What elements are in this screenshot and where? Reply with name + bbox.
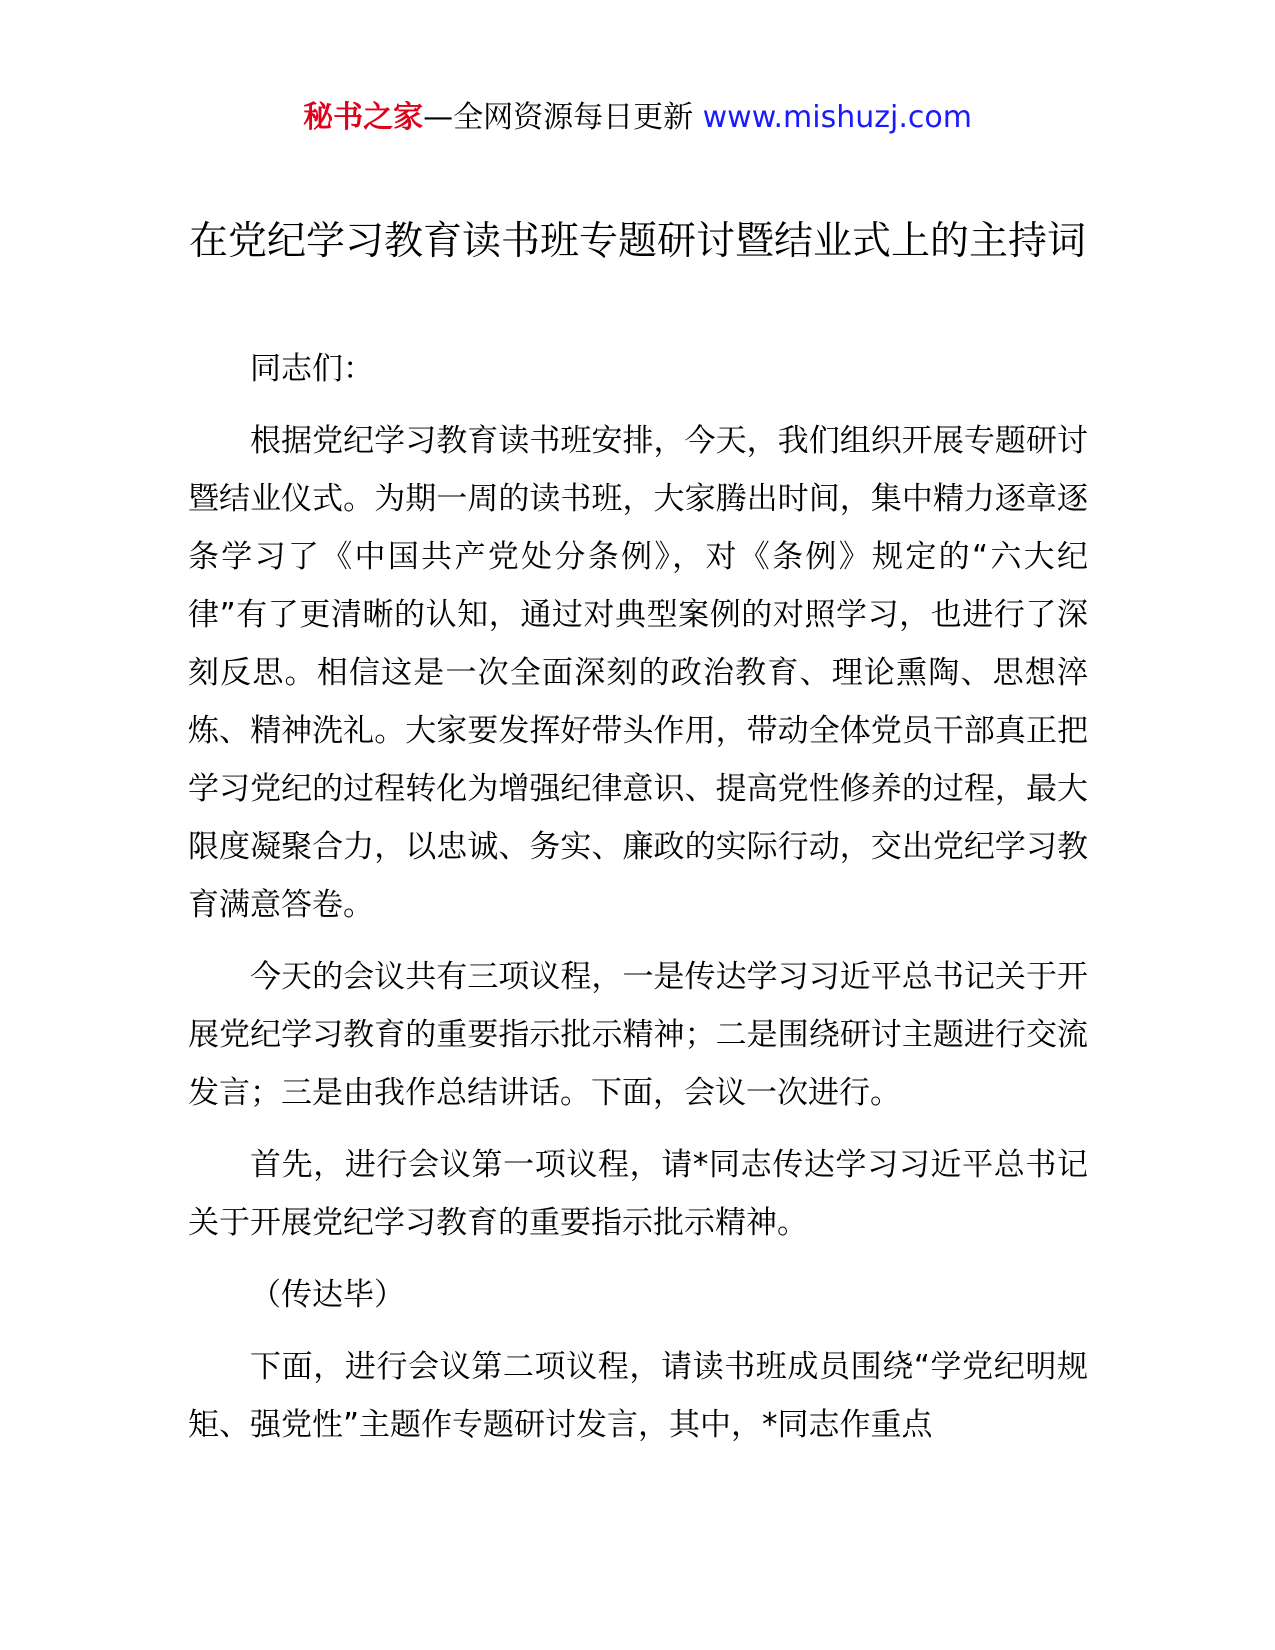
site-header: [0, 98, 1275, 138]
paragraph: 根据党纪学习教育读书班安排，今天，我们组织开展专题研讨暨结业仪式。为期一周的读书班，大家腾出时间，集中精力逐章逐条学习了《中国共产党处分条例》，对《条例》规定的“六大纪律”有了更清晰的认知，通过对典型案例的对照学习，也进行了深刻反思。相信这是一次全面深刻的政治教育、理论熏陶、思想淬炼、精神洗礼。大家要发挥好带头作用，带动全体党员干部真正把学习党纪的过程转化为增强纪律意识、提高党性修养的过程，最大限度凝聚合力，以忠诚、务实、廉政的实际行动，交出党纪学习教育满意答卷。: [188, 423, 1088, 923]
document-body: [188, 340, 1088, 1468]
site-url-link[interactable]: www.mishuzj.com: [702, 100, 972, 135]
paragraph: 下面，进行会议第二项议程，请读书班成员围绕“学党纪明规矩、强党性”主题作专题研讨发言，其中，*同志作重点: [188, 1349, 1088, 1443]
paragraph: 今天的会议共有三项议程，一是传达学习习近平总书记关于开展党纪学习教育的重要指示批示精神；二是围绕研讨主题进行交流发言；三是由我作总结讲话。下面，会议一次进行。: [188, 959, 1088, 1111]
salutation: 同志们：: [250, 351, 374, 387]
document-title: 在党纪学习教育读书班专题研讨暨结业式上的主持词: [188, 219, 1086, 264]
brand-name: 秘书之家: [303, 100, 424, 135]
paragraph: （传达毕）: [250, 1277, 405, 1313]
header-tagline: —全网资源每日更新: [423, 100, 703, 135]
paragraph: 首先，进行会议第一项议程，请*同志传达学习习近平总书记关于开展党纪学习教育的重要指示批示精神。: [188, 1147, 1088, 1241]
